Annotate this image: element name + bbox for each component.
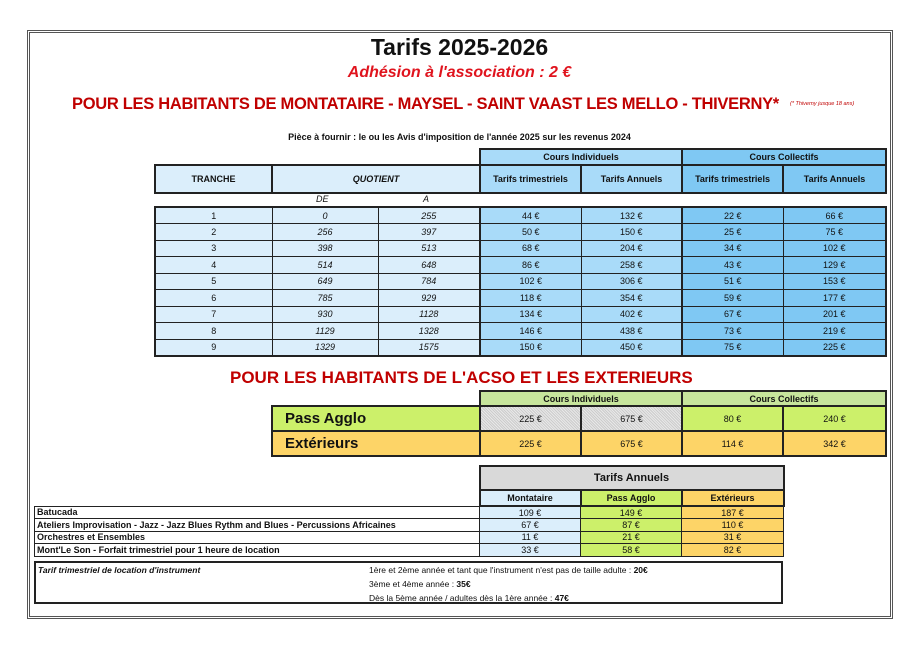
cell-ind-trim: 102 € xyxy=(480,273,581,290)
rental-line-text: 3ème et 4ème année : xyxy=(369,579,457,589)
col-pass-agglo: Pass Agglo xyxy=(606,493,656,503)
tranche-row xyxy=(155,257,886,274)
cell-tranche: 5 xyxy=(155,273,272,290)
cell-quotient-de: 0 xyxy=(272,207,378,224)
rental-label: Tarif trimestriel de location d'instrument xyxy=(38,565,201,575)
cell-ind-trim: 150 € xyxy=(480,339,581,356)
acso-row xyxy=(272,406,886,431)
cell-quotient-de: 1129 xyxy=(272,323,378,340)
quotient-table xyxy=(154,206,887,357)
page-title: Tarifs 2025-2026 xyxy=(370,34,549,60)
col-montataire: Montataire xyxy=(507,493,553,503)
cell-quotient-de: 785 xyxy=(272,290,378,307)
cell-tranche: 7 xyxy=(155,306,272,323)
acso-group-individuels: Cours Individuels xyxy=(543,393,619,404)
rental-line xyxy=(369,565,648,575)
cell-quotient-a: 929 xyxy=(378,290,480,307)
cell-col-trim: 25 € xyxy=(682,224,783,241)
label-a: A xyxy=(423,194,430,204)
cell-tranche: 1 xyxy=(155,207,272,224)
price-cell: 109 € xyxy=(480,506,581,519)
annual-header: Tarifs Annuels xyxy=(593,472,670,484)
cell-col-annuel: 66 € xyxy=(783,207,886,224)
cell-ind-trim: 86 € xyxy=(480,257,581,274)
cell-ind-annuel: 150 € xyxy=(581,224,682,241)
price-cell: 149 € xyxy=(581,506,682,519)
cell-col-annuel: 201 € xyxy=(783,306,886,323)
tranche-row xyxy=(155,323,886,340)
cell-quotient-de: 256 xyxy=(272,224,378,241)
activity-row xyxy=(35,544,784,557)
activity-row xyxy=(35,506,784,519)
cell-quotient-de: 930 xyxy=(272,306,378,323)
rental-price: 20€ xyxy=(633,565,648,575)
cell-tranche: 2 xyxy=(155,224,272,241)
rental-line xyxy=(369,579,471,589)
acso-table xyxy=(271,390,887,457)
price-cell: 11 € xyxy=(480,531,581,544)
rental-price: 35€ xyxy=(456,579,471,589)
tranche-row xyxy=(155,240,886,257)
cell-quotient-de: 649 xyxy=(272,273,378,290)
annual-table xyxy=(34,465,785,557)
row-label: Pass Agglo xyxy=(272,406,480,431)
price-cell: 33 € xyxy=(480,544,581,557)
cell-tranche: 4 xyxy=(155,257,272,274)
price-cell: 187 € xyxy=(682,506,784,519)
cell-quotient-a: 648 xyxy=(378,257,480,274)
cell-quotient-a: 1328 xyxy=(378,323,480,340)
cell-quotient-a: 1128 xyxy=(378,306,480,323)
tranche-row xyxy=(155,224,886,241)
cell-col-annuel: 129 € xyxy=(783,257,886,274)
cell-tranche: 9 xyxy=(155,339,272,356)
cell-col-trim: 22 € xyxy=(682,207,783,224)
cell-col-trim: 73 € xyxy=(682,323,783,340)
activity-label: Ateliers Improvisation - Jazz - Jazz Blues Rythm and Blues - Percussions Africaines xyxy=(35,519,480,532)
price-cell: 58 € xyxy=(581,544,682,557)
section1-heading: POUR LES HABITANTS DE MONTATAIRE - MAYSEL - SAINT VAAST LES MELLO - THIVERNY* xyxy=(72,95,779,113)
col-exterieurs: Extérieurs xyxy=(710,493,755,503)
col-tranche: TRANCHE xyxy=(191,174,236,184)
tranche-row xyxy=(155,306,886,323)
cell-quotient-a: 513 xyxy=(378,240,480,257)
cell-col-annuel: 153 € xyxy=(783,273,886,290)
cell-ind-annuel: 132 € xyxy=(581,207,682,224)
cell-col-trim: 75 € xyxy=(682,339,783,356)
rental-box xyxy=(34,561,783,604)
cell-col-annuel: 225 € xyxy=(783,339,886,356)
price-cell: 82 € xyxy=(682,544,784,557)
price-cell: 67 € xyxy=(480,519,581,532)
cell-col-annuel: 102 € xyxy=(783,240,886,257)
price-cell: 110 € xyxy=(682,519,784,532)
cell-col-trim: 59 € xyxy=(682,290,783,307)
price-cell: 31 € xyxy=(682,531,784,544)
required-document: Pièce à fournir : le ou les Avis d'imposition de l'année 2025 sur les revenus 2024 xyxy=(288,132,631,142)
group-collectifs: Cours Collectifs xyxy=(749,152,819,162)
col-col-annuel: Tarifs Annuels xyxy=(803,174,866,184)
row-label: Extérieurs xyxy=(272,431,480,456)
col-ind-annuel: Tarifs Annuels xyxy=(600,174,663,184)
cell-quotient-de: 514 xyxy=(272,257,378,274)
price-cell: 21 € xyxy=(581,531,682,544)
cell-ind-trim: 118 € xyxy=(480,290,581,307)
cell-quotient-a: 784 xyxy=(378,273,480,290)
cell-ind-annuel: 306 € xyxy=(581,273,682,290)
rental-line-text: 1ère et 2ème année et tant que l'instrument n'est pas de taille adulte : xyxy=(369,565,634,575)
cell-quotient-a: 255 xyxy=(378,207,480,224)
cell-ind-trim: 44 € xyxy=(480,207,581,224)
price-cell: 342 € xyxy=(783,431,886,456)
cell-quotient-a: 397 xyxy=(378,224,480,241)
tranche-row xyxy=(155,339,886,356)
quotient-header-table xyxy=(154,148,887,194)
activity-label: Orchestres et Ensembles xyxy=(35,531,480,544)
cell-ind-trim: 50 € xyxy=(480,224,581,241)
col-quotient: QUOTIENT xyxy=(352,174,400,184)
cell-ind-annuel: 402 € xyxy=(581,306,682,323)
cell-col-trim: 43 € xyxy=(682,257,783,274)
price-cell: 80 € xyxy=(682,406,783,431)
cell-col-trim: 67 € xyxy=(682,306,783,323)
cell-col-trim: 51 € xyxy=(682,273,783,290)
cell-ind-trim: 134 € xyxy=(480,306,581,323)
cell-tranche: 3 xyxy=(155,240,272,257)
cell-ind-annuel: 354 € xyxy=(581,290,682,307)
price-cell: 87 € xyxy=(581,519,682,532)
price-cell: 675 € xyxy=(581,431,682,456)
activity-row xyxy=(35,519,784,532)
cell-quotient-de: 1329 xyxy=(272,339,378,356)
group-individuels: Cours Individuels xyxy=(543,152,619,162)
rental-line-text: Dès la 5ème année / adultes dès la 1ère année : xyxy=(369,593,555,603)
col-col-trim: Tarifs trimestriels xyxy=(695,174,770,184)
cell-col-annuel: 75 € xyxy=(783,224,886,241)
price-cell: 225 € xyxy=(480,431,581,456)
price-cell: 114 € xyxy=(682,431,783,456)
activity-label: Mont'Le Son - Forfait trimestriel pour 1 heure de location xyxy=(35,544,480,557)
rental-price: 47€ xyxy=(554,593,569,603)
cell-col-annuel: 177 € xyxy=(783,290,886,307)
section2-heading: POUR LES HABITANTS DE L'ACSO ET LES EXTERIEURS xyxy=(230,368,693,387)
tranche-row xyxy=(155,290,886,307)
tranche-row xyxy=(155,207,886,224)
cell-ind-trim: 146 € xyxy=(480,323,581,340)
rental-line xyxy=(369,593,569,603)
cell-ind-trim: 68 € xyxy=(480,240,581,257)
cell-ind-annuel: 258 € xyxy=(581,257,682,274)
cell-quotient-de: 398 xyxy=(272,240,378,257)
col-ind-trim: Tarifs trimestriels xyxy=(493,174,568,184)
label-de: DE xyxy=(316,194,329,204)
cell-ind-annuel: 450 € xyxy=(581,339,682,356)
cell-ind-annuel: 438 € xyxy=(581,323,682,340)
price-cell: 225 € xyxy=(480,406,581,431)
cell-col-trim: 34 € xyxy=(682,240,783,257)
acso-row xyxy=(272,431,886,456)
cell-quotient-a: 1575 xyxy=(378,339,480,356)
price-cell: 240 € xyxy=(783,406,886,431)
acso-group-collectifs: Cours Collectifs xyxy=(749,393,819,404)
cell-ind-annuel: 204 € xyxy=(581,240,682,257)
membership-fee: Adhésion à l'association : 2 € xyxy=(347,64,572,81)
activity-label: Batucada xyxy=(35,506,480,519)
tranche-row xyxy=(155,273,886,290)
thiverny-note: (* Thiverny jusque 18 ans) xyxy=(790,101,855,107)
cell-tranche: 6 xyxy=(155,290,272,307)
cell-col-annuel: 219 € xyxy=(783,323,886,340)
cell-tranche: 8 xyxy=(155,323,272,340)
price-cell: 675 € xyxy=(581,406,682,431)
activity-row xyxy=(35,531,784,544)
